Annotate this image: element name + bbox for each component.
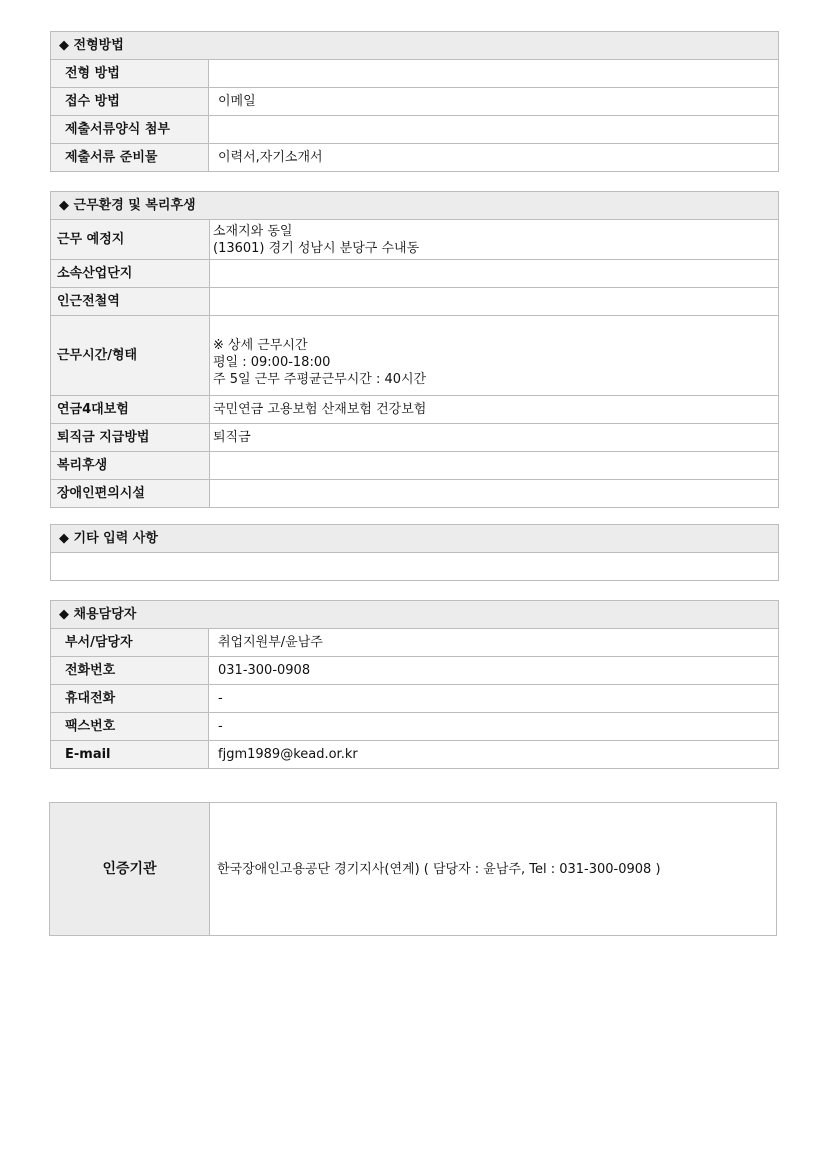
row-label: 근무 예정지 (51, 220, 210, 260)
table-row (51, 713, 779, 741)
value-line: ※ 상세 근무시간 (213, 338, 308, 353)
table-row (51, 288, 779, 316)
value-line: 평일 : 09:00-18:00 (213, 355, 331, 370)
value-line: 주 5일 근무 주평균근무시간 : 40시간 (213, 372, 427, 387)
row-label: 전화번호 (51, 657, 209, 685)
row-value: 031-300-0908 (209, 657, 779, 685)
table-row (51, 88, 779, 116)
row-label: E-mail (51, 741, 209, 769)
row-value (210, 260, 779, 288)
work-hours-value (210, 316, 779, 396)
table-row (51, 424, 779, 452)
row-value: 이메일 (209, 88, 779, 116)
certification-value: 한국장애인고용공단 경기지사(연계) ( 담당자 : 윤남주, Tel : 031-300-0908 ) (210, 803, 777, 936)
row-value (209, 60, 779, 88)
table-row (51, 396, 779, 424)
certification-label: 인증기관 (50, 803, 210, 936)
recruiter-table (50, 600, 779, 769)
row-label: 접수 방법 (51, 88, 209, 116)
row-value (210, 452, 779, 480)
row-value: - (209, 713, 779, 741)
certification-table (49, 802, 777, 936)
section-title: ◆ 채용담당자 (51, 601, 779, 629)
work-location-value (210, 220, 779, 260)
row-label: 근무시간/형태 (51, 316, 210, 396)
row-value (210, 480, 779, 508)
row-label: 복리후생 (51, 452, 210, 480)
row-label: 팩스번호 (51, 713, 209, 741)
table-row (51, 452, 779, 480)
table-row (51, 260, 779, 288)
row-value (210, 288, 779, 316)
table-row (51, 685, 779, 713)
row-label: 제출서류양식 첨부 (51, 116, 209, 144)
row-label: 연금4대보험 (51, 396, 210, 424)
table-row (51, 316, 779, 396)
section-title: ◆ 기타 입력 사항 (51, 525, 779, 553)
value-line: 소재지와 동일 (213, 223, 293, 239)
screening-method-table (50, 31, 779, 172)
table-row (51, 116, 779, 144)
row-label: 부서/담당자 (51, 629, 209, 657)
email-value: fjgm1989@kead.or.kr (209, 741, 779, 769)
table-row (51, 629, 779, 657)
table-row (51, 741, 779, 769)
table-row (51, 144, 779, 172)
row-value: - (209, 685, 779, 713)
row-label: 소속산업단지 (51, 260, 210, 288)
table-row (50, 803, 777, 936)
row-label: 퇴직금 지급방법 (51, 424, 210, 452)
row-label: 전형 방법 (51, 60, 209, 88)
row-value (209, 116, 779, 144)
other-info-table (50, 524, 779, 581)
row-value: 퇴직금 (210, 424, 779, 452)
table-row (51, 60, 779, 88)
row-value: 국민연금 고용보험 산재보험 건강보험 (210, 396, 779, 424)
other-info-value (51, 553, 779, 581)
work-environment-table (50, 191, 779, 508)
row-value: 취업지원부/윤남주 (209, 629, 779, 657)
row-label: 휴대전화 (51, 685, 209, 713)
row-label: 제출서류 준비물 (51, 144, 209, 172)
section-title: ◆ 근무환경 및 복리후생 (51, 192, 779, 220)
section-title: ◆ 전형방법 (51, 32, 779, 60)
table-row (51, 220, 779, 260)
row-label: 장애인편의시설 (51, 480, 210, 508)
table-row (51, 480, 779, 508)
table-row (51, 657, 779, 685)
row-label: 인근전철역 (51, 288, 210, 316)
row-value: 이력서,자기소개서 (209, 144, 779, 172)
value-line: (13601) 경기 성남시 분당구 수내동 (213, 240, 420, 256)
